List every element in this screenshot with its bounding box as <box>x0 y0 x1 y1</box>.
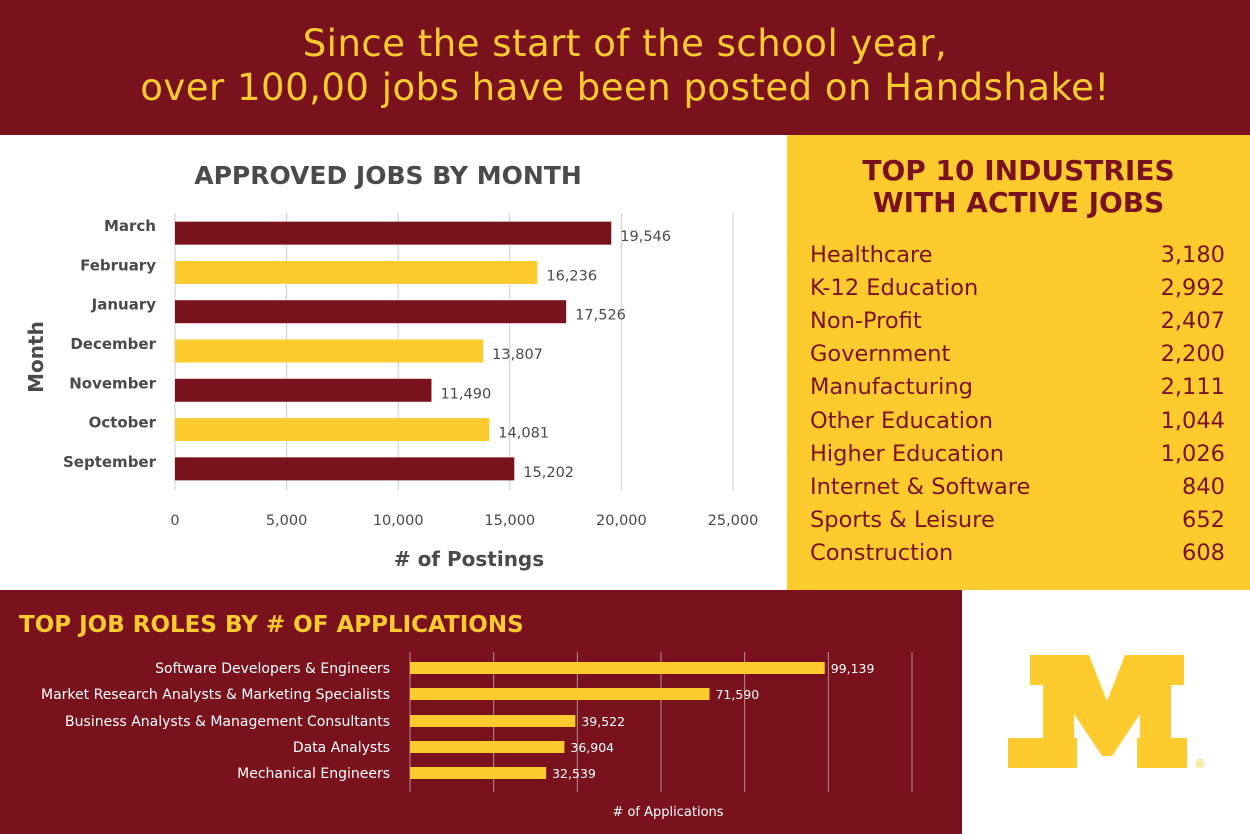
roles-value-label: 99,139 <box>830 661 875 676</box>
roles-bar <box>410 715 575 727</box>
industry-row <box>810 470 1225 503</box>
industry-count: 1,044 <box>1160 407 1225 434</box>
roles-bar <box>410 767 546 779</box>
month-x-tick-label: 0 <box>170 513 180 529</box>
industry-count: 608 <box>1182 540 1225 567</box>
roles-category-label: Data Analysts <box>292 740 390 756</box>
month-value-label: 17,526 <box>575 307 626 324</box>
month-bar <box>175 418 489 441</box>
industries-title-line-1: TOP 10 INDUSTRIES <box>862 154 1175 187</box>
industry-row <box>810 504 1225 537</box>
month-category-label: January <box>91 295 156 314</box>
industry-count: 3,180 <box>1160 241 1225 268</box>
month-category-label: September <box>63 452 156 471</box>
industry-row <box>810 271 1225 304</box>
industry-name: K-12 Education <box>810 274 979 301</box>
month-value-label: 15,202 <box>523 464 575 481</box>
roles-category-label: Market Research Analysts & Marketing Specialists <box>41 687 390 703</box>
month-category-label: March <box>103 217 156 236</box>
roles-value-label: 36,904 <box>570 740 615 755</box>
roles-category-label: Software Developers & Engineers <box>155 661 390 677</box>
month-value-label: 19,546 <box>620 229 672 246</box>
roles-chart-title: TOP JOB ROLES BY # OF APPLICATIONS <box>19 612 524 638</box>
industry-count: 652 <box>1182 507 1225 534</box>
industries-panel <box>787 135 1250 590</box>
industry-name: Manufacturing <box>810 374 973 401</box>
industry-row <box>810 437 1225 470</box>
industry-count: 2,111 <box>1160 374 1225 401</box>
roles-value-label: 39,522 <box>581 714 626 729</box>
month-bar <box>175 457 514 480</box>
industry-name: Sports & Leisure <box>810 507 995 534</box>
industry-name: Internet & Software <box>810 473 1031 500</box>
industry-row <box>810 537 1225 570</box>
industry-name: Healthcare <box>810 241 933 268</box>
month-x-tick-label: 15,000 <box>484 513 536 529</box>
registered-mark: ® <box>1194 757 1206 771</box>
approved-jobs-chart <box>0 135 787 590</box>
industry-name: Non-Profit <box>810 307 922 334</box>
industries-title <box>787 155 1250 219</box>
block-m-shape <box>1008 655 1187 768</box>
month-chart-title: APPROVED JOBS BY MONTH <box>194 161 582 190</box>
month-x-axis-title: # of Postings <box>393 547 545 571</box>
month-category-label: November <box>69 374 156 393</box>
month-value-label: 14,081 <box>498 425 550 442</box>
month-x-tick-label: 10,000 <box>372 513 424 529</box>
industry-row <box>810 304 1225 337</box>
month-x-tick-label: 25,000 <box>707 513 759 529</box>
industry-count: 1,026 <box>1160 440 1225 467</box>
roles-value-label: 71,590 <box>715 687 760 702</box>
industry-count: 2,992 <box>1160 274 1225 301</box>
logo-panel <box>962 590 1250 834</box>
month-bar <box>175 261 537 284</box>
industry-row <box>810 338 1225 371</box>
month-value-label: 11,490 <box>440 386 492 403</box>
industry-name: Construction <box>810 540 954 567</box>
industry-row <box>810 371 1225 404</box>
industry-row <box>810 238 1225 271</box>
roles-bar <box>410 688 709 700</box>
month-category-label: December <box>70 335 156 353</box>
month-bar <box>175 340 483 363</box>
roles-x-axis-title: # of Applications <box>612 805 724 820</box>
roles-value-label: 32,539 <box>552 766 596 781</box>
industry-name: Higher Education <box>810 440 1004 467</box>
month-bar <box>175 222 611 245</box>
industry-row <box>810 404 1225 437</box>
month-x-tick-label: 20,000 <box>596 513 647 529</box>
industry-count: 840 <box>1182 473 1225 500</box>
industry-count: 2,200 <box>1160 341 1225 368</box>
industries-title-line-2: WITH ACTIVE JOBS <box>872 186 1165 219</box>
roles-category-label: Business Analysts & Management Consultants <box>65 714 390 730</box>
roles-bar <box>410 741 564 753</box>
roles-category-label: Mechanical Engineers <box>237 766 390 782</box>
university-m-logo <box>962 590 1250 834</box>
month-category-label: February <box>80 256 156 275</box>
header-line-2: over 100,00 jobs have been posted on Handshake! <box>140 66 1110 109</box>
job-roles-chart <box>0 590 962 834</box>
roles-bar <box>410 662 825 674</box>
month-bar <box>175 379 431 402</box>
header-banner <box>0 0 1250 135</box>
industry-name: Government <box>810 341 951 368</box>
industry-count: 2,407 <box>1160 307 1225 334</box>
header-line-1: Since the start of the school year, <box>302 22 948 65</box>
month-value-label: 13,807 <box>492 347 543 363</box>
month-x-tick-label: 5,000 <box>265 513 308 529</box>
approved-jobs-panel <box>0 135 787 590</box>
month-value-label: 16,236 <box>546 268 598 285</box>
month-y-axis-title: Month <box>24 321 48 393</box>
industries-list <box>810 238 1225 570</box>
job-roles-panel <box>0 590 962 834</box>
month-bar <box>175 300 566 323</box>
month-category-label: October <box>88 413 156 432</box>
industry-name: Other Education <box>810 407 994 434</box>
